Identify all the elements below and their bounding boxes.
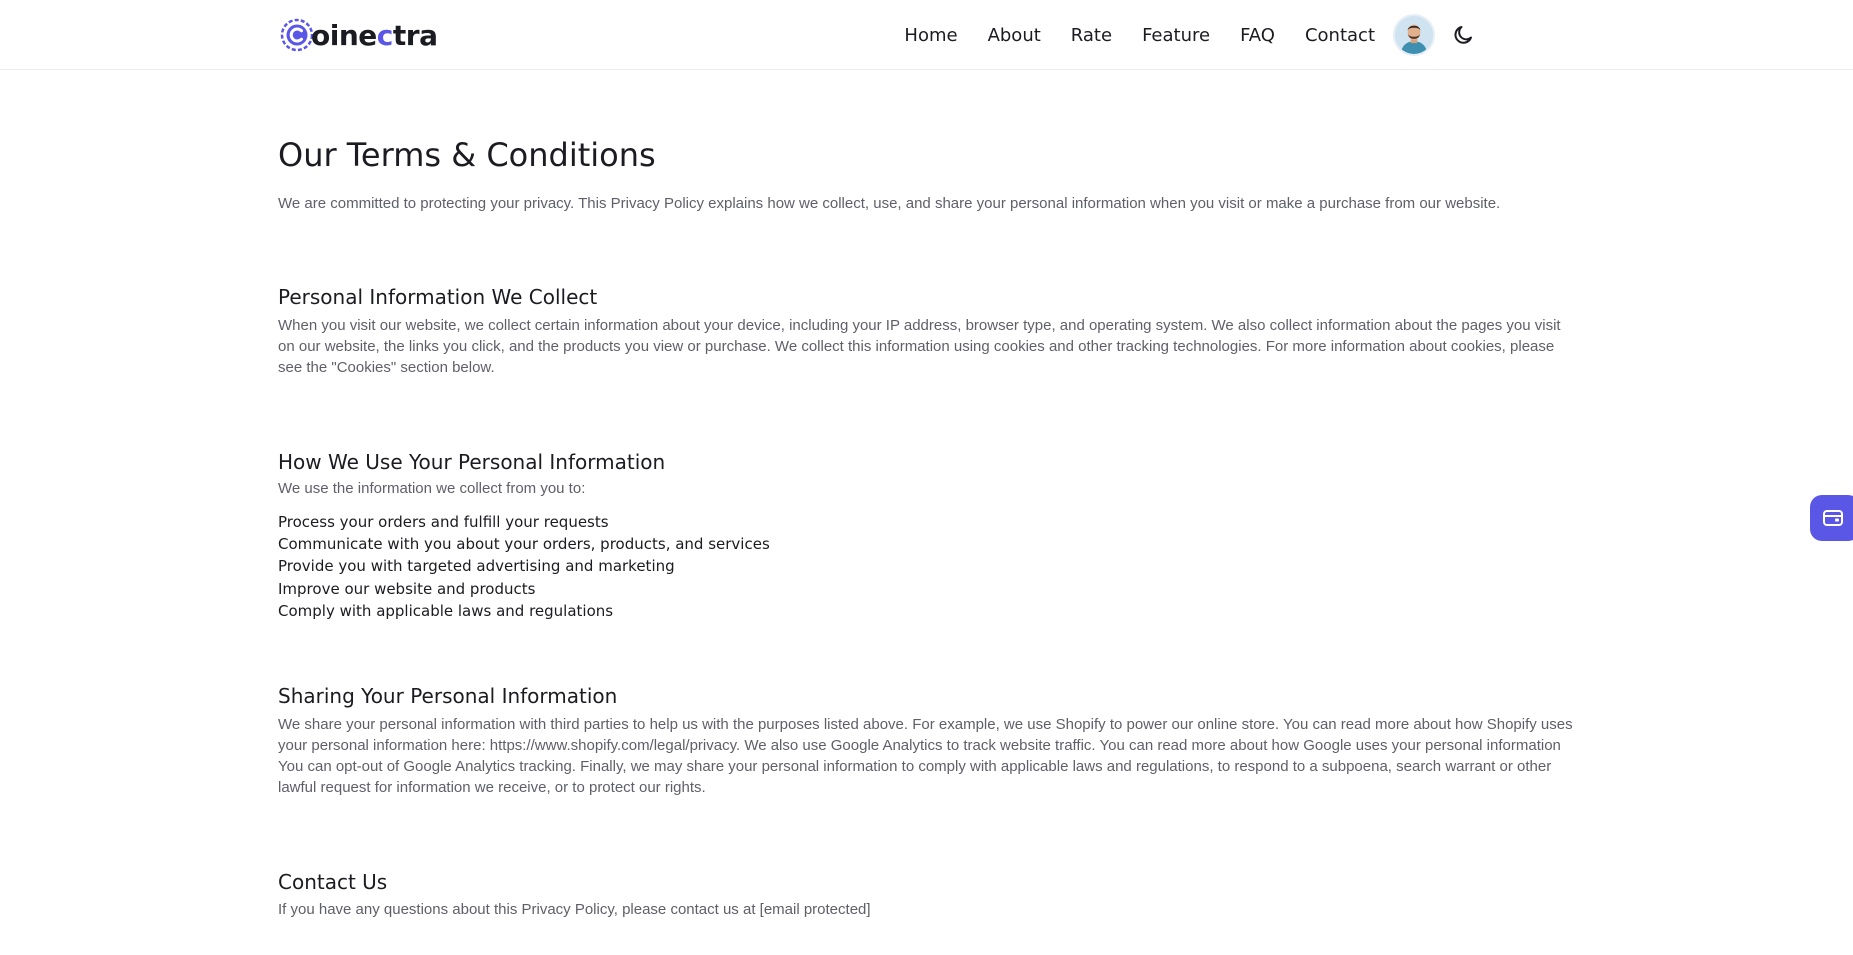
section-body-sharing: We share your personal information with third parties to help us with the purposes listed above. For example, we use Shopify to power our online store. You can read more about how Shopify uses your personal information here: https://www.shopify.com/legal/privacy. We also use Google Analytics to track website traffic. You can read more about how Google uses your personal information You can opt-out of Google Analytics tracking. Finally, we may share your personal information to comply with applicable laws and regulations, to respond to a subpoena, search warrant or other lawful request for information we receive, or to protect our rights. (278, 716, 1573, 796)
site-header (0, 0, 1853, 70)
list-item: Comply with applicable laws and regulations (278, 601, 614, 620)
brand-name-accent: c (376, 18, 393, 52)
wallet-icon (1822, 508, 1844, 528)
section-heading-use: How We Use Your Personal Information (278, 450, 666, 474)
user-avatar[interactable] (1393, 14, 1435, 56)
section-heading-sharing: Sharing Your Personal Information (278, 684, 618, 708)
brand-name (311, 19, 437, 52)
use-list (278, 511, 770, 622)
main-nav (904, 0, 1475, 70)
nav-feature[interactable]: Feature (1142, 24, 1211, 46)
brand-name-suffix: tra (392, 18, 438, 52)
section-heading-contact: Contact Us (278, 870, 388, 894)
nav-home[interactable]: Home (904, 24, 958, 46)
section-body-contact: If you have any questions about this Privacy Policy, please contact us at [email protected] (278, 901, 871, 918)
nav-about[interactable]: About (987, 24, 1041, 46)
list-item: Communicate with you about your orders, products, and services (278, 535, 770, 554)
brand-name-prefix: oine (311, 18, 377, 52)
coin-c-logo-icon (280, 18, 314, 52)
person-icon (1395, 16, 1433, 54)
intro-paragraph: We are committed to protecting your privacy. This Privacy Policy explains how we collect, use, and share your personal information when you visit or make a purchase from our website. (278, 195, 1501, 212)
list-item: Improve our website and products (278, 579, 536, 598)
list-item: Process your orders and fulfill your requests (278, 513, 609, 531)
wallet-button[interactable] (1810, 495, 1853, 541)
nav-contact[interactable]: Contact (1304, 24, 1375, 46)
moon-icon[interactable] (1451, 23, 1475, 47)
nav-faq[interactable]: FAQ (1240, 24, 1275, 46)
list-item: Provide you with targeted advertising and marketing (278, 557, 675, 576)
site-logo[interactable] (280, 14, 437, 56)
section-body-use: We use the information we collect from you to: (278, 480, 586, 497)
page-title: Our Terms & Conditions (278, 136, 656, 174)
section-heading-collect: Personal Information We Collect (278, 285, 598, 309)
section-body-collect: When you visit our website, we collect certain information about your device, including your IP address, browser type, and operating system. We also collect information about the pages you visit on our website, the links you click, and the products you view or purchase. We collect this information using cookies and other tracking technologies. For more information about cookies, please see the "Cookies" section below. (278, 317, 1561, 376)
nav-rate[interactable]: Rate (1070, 24, 1113, 46)
